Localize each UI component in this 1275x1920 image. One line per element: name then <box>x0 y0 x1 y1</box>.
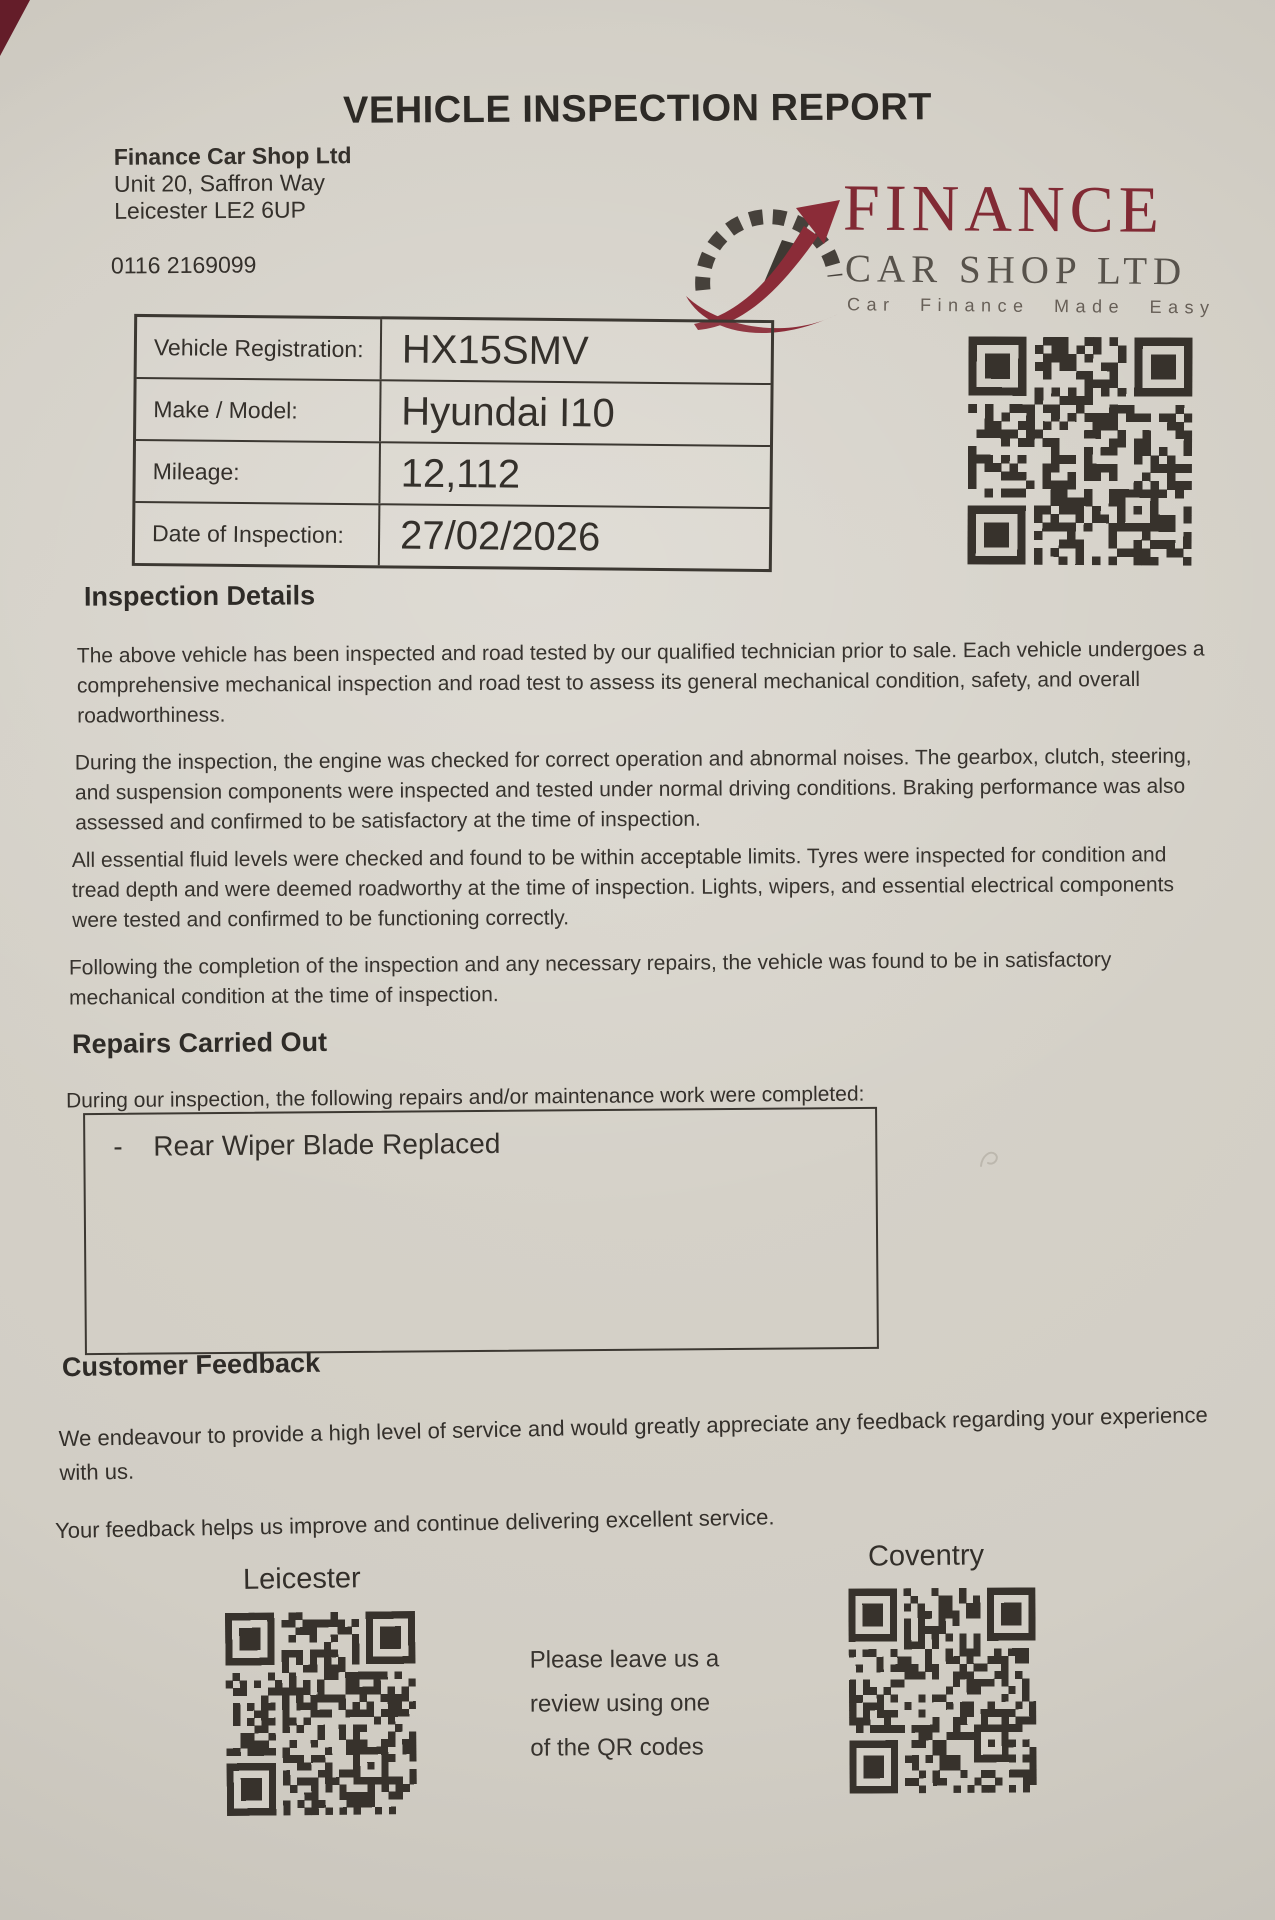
company-name: Finance Car Shop Ltd <box>113 142 352 170</box>
make-model-label: Make / Model: <box>136 379 382 441</box>
photo-corner-artifact <box>0 0 30 56</box>
qr-note-line-1: Please leave us a <box>529 1645 720 1674</box>
leicester-label: Leicester <box>242 1562 361 1596</box>
table-row-inspection-date <box>135 503 770 569</box>
bullet-dash: - <box>113 1130 123 1162</box>
mileage-label: Mileage: <box>135 441 381 503</box>
repairs-intro: During our inspection, the following repairs and/or maintenance work were completed: <box>65 1082 865 1113</box>
registration-value: HX15SMV <box>401 327 589 373</box>
inspection-details-heading: Inspection Details <box>83 580 316 612</box>
logo-tagline: Car Finance Made Easy <box>846 294 1216 318</box>
inspection-paragraph-4: Following the completion of the inspection and any necessary repairs, the vehicle was found to be in satisfactory mechanical condition at the time of inspection. <box>68 948 1112 1010</box>
repairs-box <box>83 1107 879 1355</box>
company-address-line2: Leicester LE2 6UP <box>114 196 307 224</box>
qr-note-line-2: review using one <box>529 1689 711 1718</box>
registration-label: Vehicle Registration: <box>137 317 383 379</box>
table-row-mileage <box>135 441 770 509</box>
customer-feedback-heading: Customer Feedback <box>61 1347 321 1383</box>
feedback-paragraph-2: Your feedback helps us improve and continue delivering excellent service. <box>54 1504 775 1544</box>
inspection-date-value: 27/02/2026 <box>399 512 601 559</box>
qr-note-line-3: of the QR codes <box>530 1733 704 1762</box>
inspection-paragraph-2: During the inspection, the engine was checked for correct operation and abnormal noises. The gearbox, clutch, steering, and suspension components were inspected and tested under normal driving conditions. Braking performance was also assessed and confirmed to be satisfactory at the time of inspection. <box>74 744 1192 835</box>
feedback-paragraph-1: We endeavour to provide a high level of service and would greatly appreciate any feedback regarding your experience with us. <box>58 1402 1208 1486</box>
leicester-review-qr-code <box>225 1611 417 1816</box>
vehicle-details-table <box>132 314 774 572</box>
inspection-date-label: Date of Inspection: <box>135 503 381 565</box>
qr-instruction-note <box>530 1637 720 1770</box>
repair-item-text: Rear Wiper Blade Replaced <box>153 1127 501 1162</box>
company-address-line1: Unit 20, Saffron Way <box>113 169 326 197</box>
pencil-mark <box>978 1148 1004 1172</box>
inspection-paragraph-1: The above vehicle has been inspected and road tested by our qualified technician prior to sale. Each vehicle undergoes a comprehensive mechanical inspection and road test to assess its general mechanical condition, safety, and overall roadworthiness. <box>76 637 1205 728</box>
page-title: VEHICLE INSPECTION REPORT <box>342 86 933 132</box>
coventry-label: Coventry <box>867 1539 985 1573</box>
logo-word-car-shop-ltd: CAR SHOP LTD <box>844 247 1188 294</box>
table-row-make-model <box>136 379 771 447</box>
repairs-heading: Repairs Carried Out <box>71 1026 328 1060</box>
coventry-review-qr-code <box>848 1587 1036 1793</box>
mileage-value: 12,112 <box>400 451 521 497</box>
vehicle-qr-code <box>967 336 1192 565</box>
inspection-paragraph-3: All essential fluid levels were checked and found to be within acceptable limits. Tyres were inspected for condition and tread depth and were deemed roadworthy at the time of inspection. Lights, wipers, and essential electrical components were tested and confirmed to be functioning correctly. <box>71 843 1175 932</box>
table-row-registration <box>137 317 772 385</box>
logo-word-finance: FINANCE <box>842 171 1165 247</box>
company-phone: 0116 2169099 <box>110 251 257 279</box>
speedometer-arrow-logo-icon <box>678 178 868 343</box>
repair-item <box>113 1128 500 1163</box>
make-model-value: Hyundai I10 <box>401 389 615 436</box>
company-address-block <box>114 142 352 225</box>
